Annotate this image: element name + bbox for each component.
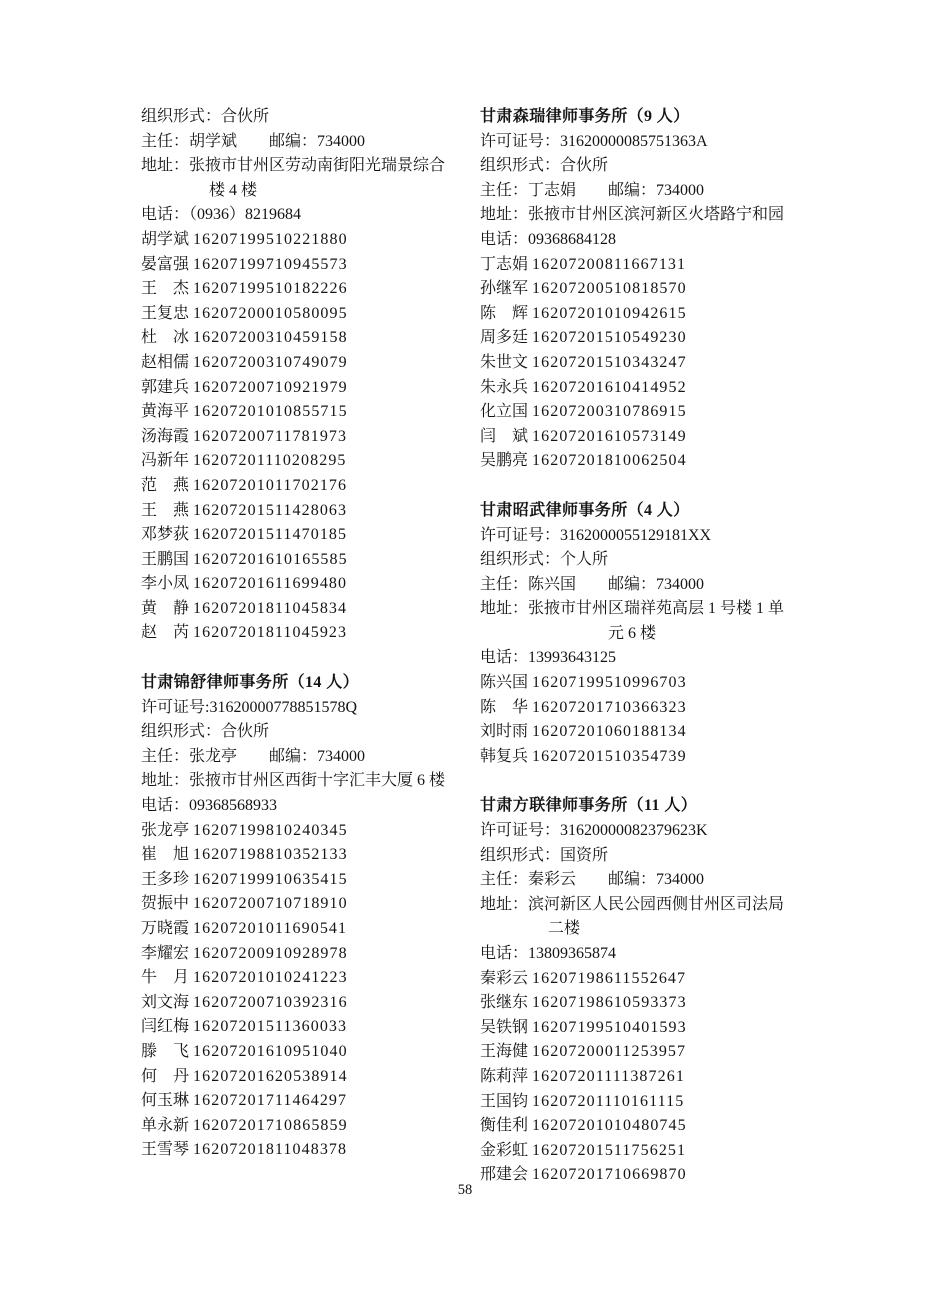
lawyer-license-number: 16207201510549230 [532,329,687,347]
lawyer-license-number: 16207201711464297 [193,1092,348,1110]
lawyer-row [480,1040,818,1065]
lawyer-name: 闫 斌 [480,427,529,445]
lawyer-row [141,326,479,351]
lawyer-row [141,1089,479,1114]
lawyer-license-number: 16207200811667131 [532,255,687,273]
firm-title: 甘肃昭武律师事务所（4 人） [480,501,690,519]
lawyer-row [480,400,818,425]
lawyer-license-number: 16207201510343247 [532,353,687,371]
lawyer-license-number: 16207201510354739 [532,747,687,765]
lawyer-name: 化立国 [480,403,529,421]
firm-info-line: 主任：张龙亭 邮编：734000 [141,747,366,765]
firm-info-line: 地址：滨河新区人民公园西侧甘州区司法局 [480,895,785,913]
lawyer-name: 李小凤 [141,575,190,593]
lawyer-name: 闫红梅 [141,1018,190,1036]
lawyer-row [141,400,479,425]
lawyer-row [480,991,818,1016]
lawyer-name: 赵相儒 [141,353,190,371]
lawyer-license-number: 16207200910928978 [193,944,348,962]
firm-info-line: 组织形式：个人所 [480,551,609,569]
lawyer-row [480,967,818,992]
firm-info-line: 电话：（0936）8219684 [141,206,302,224]
lawyer-row [141,621,479,646]
lawyer-name: 郭建兵 [141,378,190,396]
lawyer-row [141,376,479,401]
lawyer-name: 冯新年 [141,452,190,470]
firm-info-line: 电话：09368684128 [480,230,617,248]
left-column [141,105,479,1163]
lawyer-license-number: 16207201811045834 [193,599,348,617]
law-firm-section [480,794,818,1188]
firm-info-line: 二楼 [480,920,581,938]
lawyer-row [480,745,818,770]
lawyer-name: 衡佳利 [480,1117,529,1135]
lawyer-license-number: 16207201710865859 [193,1116,348,1134]
lawyer-name: 陈莉萍 [480,1067,529,1085]
lawyer-row [141,474,479,499]
lawyer-row [480,302,818,327]
page-number: 58 [457,1182,473,1198]
firm-info-line: 电话：13809365874 [480,945,617,962]
lawyer-license-number: 16207199710945573 [193,255,348,273]
firm-info-line: 楼 4 楼 [141,181,258,199]
firm-info-line: 许可证号:31620000778851578Q [141,698,358,716]
firm-info-line: 主任：丁志娟 邮编：734000 [480,181,705,199]
lawyer-license-number: 16207201511756251 [532,1141,687,1159]
lawyer-name: 万晓霞 [141,920,190,937]
lawyer-license-number: 16207200710921979 [193,378,348,396]
lawyer-name: 何玉琳 [141,1092,190,1110]
lawyer-name: 崔 旭 [141,846,190,864]
lawyer-row [141,819,479,844]
firm-info-line: 地址：张掖市甘州区西街十字汇丰大厦 6 楼 [141,772,446,790]
firm-info-line: 主任：陈兴国 邮编：734000 [480,575,705,593]
lawyer-name: 韩复兵 [480,747,529,765]
firm-info-line: 许可证号：31620000085751363A [480,132,708,150]
lawyer-name: 王海健 [480,1043,529,1061]
right-column [480,105,818,1188]
lawyer-license-number: 16207199510401593 [532,1018,687,1036]
lawyer-name: 朱世文 [480,353,529,371]
lawyer-name: 张继东 [480,994,529,1012]
lawyer-name: 王 燕 [141,501,190,519]
lawyer-name: 王 杰 [141,280,190,298]
lawyer-name: 王鹏国 [141,550,190,568]
lawyer-license-number: 16207201011702176 [193,476,348,494]
lawyer-license-number: 16207201011690541 [193,920,348,937]
firm-info-line: 组织形式：国资所 [480,846,609,864]
lawyer-name: 赵 芮 [141,624,190,642]
lawyer-row [141,302,479,327]
lawyer-license-number: 16207200710392316 [193,993,348,1011]
lawyer-row [141,1138,479,1163]
lawyer-row [480,696,818,721]
lawyer-license-number: 16207200310459158 [193,329,348,347]
lawyer-name: 周多廷 [480,329,529,347]
firm-info-line: 电话：09368568933 [141,797,278,815]
lawyer-name: 王多珍 [141,870,190,888]
lawyer-name: 牛 月 [141,969,190,987]
lawyer-license-number: 16207201511470185 [193,526,348,544]
lawyer-row [141,449,479,474]
lawyer-name: 王复忠 [141,304,190,322]
lawyer-license-number: 16207201610414952 [532,378,687,396]
lawyer-name: 杜 冰 [141,329,190,347]
firm-info-line: 地址：张掖市甘州区劳动南街阳光瑞景综合 [141,157,446,175]
lawyer-license-number: 16207199510996703 [532,674,687,692]
lawyer-row [141,572,479,597]
lawyer-license-number: 16207201010855715 [193,403,348,421]
lawyer-name: 吴铁钢 [480,1018,529,1036]
firm-info-line: 主任：秦彩云 邮编：734000 [480,871,705,889]
lawyer-row [480,376,818,401]
lawyer-license-number: 16207199810240345 [193,821,348,839]
firm-info-line: 许可证号：31620000082379623K [480,822,708,840]
lawyer-license-number: 16207201710366323 [532,698,687,716]
lawyer-name: 秦彩云 [480,969,529,987]
lawyer-license-number: 16207201710669870 [532,1166,687,1184]
lawyer-license-number: 16207200310749079 [193,353,348,371]
lawyer-row [141,499,479,524]
law-firm-section [141,105,479,646]
firm-info-line: 电话：13993643125 [480,649,617,667]
lawyer-row [141,942,479,967]
lawyer-license-number: 16207201060188134 [532,723,687,741]
lawyer-license-number: 16207199510182226 [193,280,348,298]
lawyer-row [141,892,479,917]
lawyer-license-number: 16207201010480745 [532,1117,687,1135]
lawyer-row [141,1114,479,1139]
lawyer-name: 范 燕 [141,476,190,494]
lawyer-row [480,326,818,351]
lawyer-row [141,597,479,622]
lawyer-license-number: 16207200011253957 [532,1043,687,1061]
lawyer-row [141,277,479,302]
lawyer-name: 晏富强 [141,255,190,273]
firm-title: 甘肃锦舒律师事务所（14 人） [141,674,360,692]
lawyer-license-number: 16207201610165585 [193,550,348,568]
lawyer-row [480,277,818,302]
lawyer-name: 贺振中 [141,895,190,913]
lawyer-license-number: 16207201511428063 [193,501,348,519]
lawyer-name: 王国钧 [480,1092,529,1110]
lawyer-name: 李耀宏 [141,944,190,962]
lawyer-license-number: 16207201111387261 [532,1067,685,1085]
lawyer-name: 丁志娟 [480,255,529,273]
lawyer-license-number: 16207201811045923 [193,624,348,642]
lawyer-name: 汤海霞 [141,427,190,445]
lawyer-row [480,253,818,278]
lawyer-license-number: 16207200510818570 [532,280,687,298]
lawyer-license-number: 16207198810352133 [193,846,348,864]
lawyer-name: 滕 飞 [141,1042,190,1060]
lawyer-name: 陈 辉 [480,304,529,322]
lawyer-row [480,351,818,376]
lawyer-row [480,1090,818,1115]
firm-title: 甘肃方联律师事务所（11 人） [480,797,698,815]
lawyer-license-number: 16207198610593373 [532,994,687,1012]
lawyer-name: 黄 静 [141,599,190,617]
lawyer-row [141,868,479,893]
lawyer-license-number: 16207201511360033 [193,1018,348,1036]
lawyer-row [141,351,479,376]
lawyer-name: 刘时雨 [480,723,529,741]
lawyer-license-number: 16207198611552647 [532,969,687,987]
lawyer-row [141,523,479,548]
lawyer-license-number: 16207200310786915 [532,403,687,421]
lawyer-name: 陈兴国 [480,674,529,692]
lawyer-row [480,425,818,450]
lawyer-row [141,253,479,278]
lawyer-license-number: 16207200010580095 [193,304,348,322]
firm-info-line: 元 6 楼 [480,624,657,642]
lawyer-row [141,991,479,1016]
lawyer-license-number: 16207201010942615 [532,304,687,322]
lawyer-license-number: 16207200711781973 [193,427,348,445]
lawyer-name: 吴鹏亮 [480,452,529,470]
lawyer-license-number: 16207201611699480 [193,575,348,593]
law-firm-section [141,671,479,1163]
firm-title: 甘肃森瑞律师事务所（9 人） [480,108,690,125]
lawyer-name: 黄海平 [141,403,190,421]
firm-info-line: 组织形式：合伙所 [141,108,270,125]
lawyer-name: 王雪琴 [141,1141,190,1159]
lawyer-row [480,1114,818,1139]
lawyer-row [480,671,818,696]
lawyer-license-number: 16207199510221880 [193,230,348,248]
law-firm-section [480,105,818,474]
lawyer-license-number: 16207201110161115 [532,1092,685,1110]
lawyer-row [141,1015,479,1040]
lawyer-row [480,1065,818,1090]
lawyer-row [141,228,479,253]
lawyer-name: 孙继军 [480,280,529,298]
lawyer-row [480,1016,818,1041]
law-firm-section [480,499,818,770]
lawyer-name: 陈 华 [480,698,529,716]
lawyer-row [480,720,818,745]
lawyer-license-number: 16207201010241223 [193,969,348,987]
lawyer-row [141,917,479,942]
lawyer-license-number: 16207201610951040 [193,1042,348,1060]
lawyer-license-number: 16207201610573149 [532,427,687,445]
lawyer-license-number: 16207201110208295 [193,452,347,470]
lawyer-name: 金彩虹 [480,1141,529,1159]
lawyer-row [141,1065,479,1090]
lawyer-row [480,1139,818,1164]
lawyer-name: 刘文海 [141,993,190,1011]
lawyer-row [141,966,479,991]
lawyer-name: 胡学斌 [141,230,190,248]
firm-info-line: 组织形式：合伙所 [480,157,609,175]
lawyer-row [141,1040,479,1065]
lawyer-name: 何 丹 [141,1067,190,1085]
lawyer-name: 朱永兵 [480,378,529,396]
lawyer-name: 邢建会 [480,1166,529,1184]
lawyer-license-number: 16207200710718910 [193,895,348,913]
lawyer-row [141,843,479,868]
lawyer-name: 单永新 [141,1116,190,1134]
lawyer-license-number: 16207201620538914 [193,1067,348,1085]
firm-info-line: 组织形式：合伙所 [141,723,270,741]
lawyer-name: 邓梦荻 [141,526,190,544]
lawyer-name: 张龙亭 [141,821,190,839]
firm-info-line: 许可证号：3162000055129181XX [480,526,712,544]
firm-info-line: 地址：张掖市甘州区滨河新区火塔路宁和园 [480,206,785,224]
firm-info-line: 地址：张掖市甘州区瑞祥苑高层 1 号楼 1 单 [480,600,785,618]
firm-info-line: 主任：胡学斌 邮编：734000 [141,132,366,150]
lawyer-row [480,449,818,474]
lawyer-license-number: 16207199910635415 [193,870,348,888]
lawyer-row [141,548,479,573]
lawyer-license-number: 16207201811048378 [193,1141,348,1159]
lawyer-license-number: 16207201810062504 [532,452,687,470]
lawyer-row [141,425,479,450]
